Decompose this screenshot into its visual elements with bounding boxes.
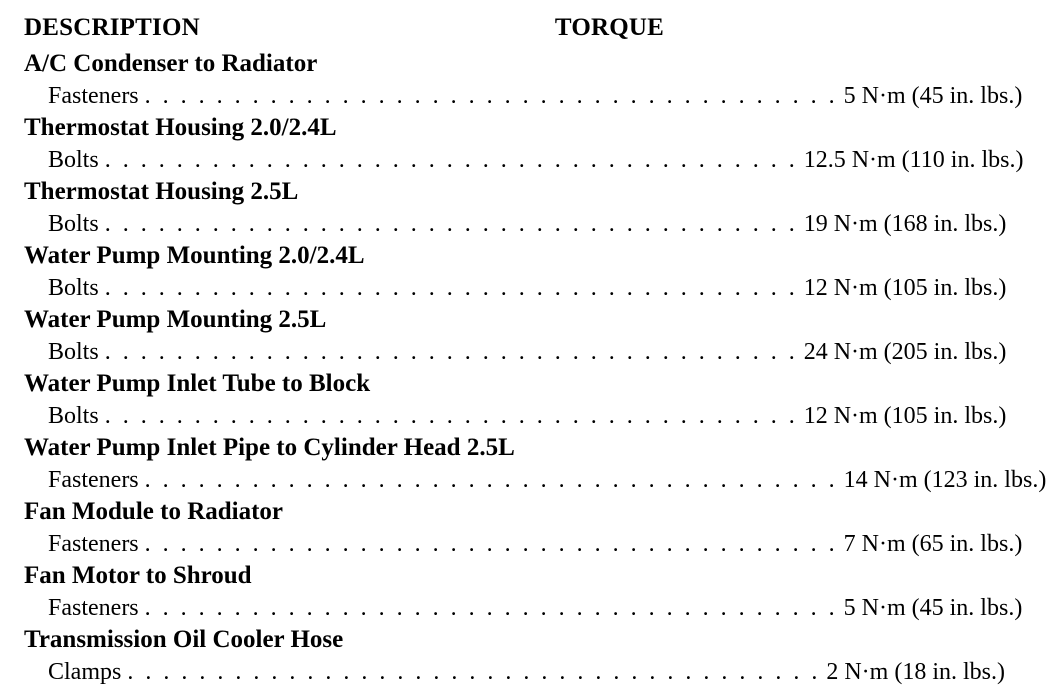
spec-item	[24, 624, 1005, 688]
fastener-type: Bolts	[48, 403, 99, 429]
torque-spec-table	[24, 14, 1046, 688]
component-heading: Water Pump Inlet Pipe to Cylinder Head 2.5L	[24, 434, 515, 461]
component-heading: Water Pump Mounting 2.5L	[24, 306, 327, 333]
spec-item	[24, 304, 1007, 368]
fastener-type: Fasteners	[48, 595, 139, 621]
spec-row	[24, 272, 1007, 304]
spec-item	[24, 432, 1046, 496]
spec-row	[24, 144, 1024, 176]
dot-leader: . . . . . . . . . . . . . . . . . . . . . . . . . . . . . . . . . . . . . . .	[104, 403, 798, 429]
spec-item	[24, 368, 1007, 432]
fastener-type: Fasteners	[48, 83, 139, 109]
component-heading: A/C Condenser to Radiator	[24, 50, 318, 77]
spec-row	[24, 336, 1007, 368]
torque-value: 19 N·m (168 in. lbs.)	[803, 211, 1007, 237]
component-heading: Thermostat Housing 2.5L	[24, 178, 299, 205]
spec-row	[24, 528, 1023, 560]
fastener-type: Bolts	[48, 147, 99, 173]
torque-value: 2 N·m (18 in. lbs.)	[826, 659, 1005, 685]
spec-item	[24, 176, 1007, 240]
spec-row	[24, 400, 1007, 432]
spec-row	[24, 656, 1005, 688]
dot-leader: . . . . . . . . . . . . . . . . . . . . . . . . . . . . . . . . . . . . . . .	[127, 659, 821, 685]
fastener-type: Bolts	[48, 275, 99, 301]
torque-value: 7 N·m (65 in. lbs.)	[843, 531, 1023, 557]
torque-value: 5 N·m (45 in. lbs.)	[843, 595, 1023, 621]
torque-value: 12 N·m (105 in. lbs.)	[803, 403, 1007, 429]
torque-value: 12 N·m (105 in. lbs.)	[803, 275, 1007, 301]
spec-row	[24, 80, 1023, 112]
spec-item	[24, 48, 1023, 112]
spec-item	[24, 240, 1007, 304]
torque-value: 5 N·m (45 in. lbs.)	[843, 83, 1023, 109]
spec-item	[24, 112, 1024, 176]
spec-item	[24, 496, 1023, 560]
dot-leader: . . . . . . . . . . . . . . . . . . . . . . . . . . . . . . . . . . . . . . .	[104, 339, 798, 365]
table-header	[24, 14, 664, 48]
fastener-type: Bolts	[48, 211, 99, 237]
dot-leader: . . . . . . . . . . . . . . . . . . . . . . . . . . . . . . . . . . . . . . .	[104, 211, 798, 237]
dot-leader: . . . . . . . . . . . . . . . . . . . . . . . . . . . . . . . . . . . . . . .	[104, 275, 798, 301]
dot-leader: . . . . . . . . . . . . . . . . . . . . . . . . . . . . . . . . . . . . . . .	[144, 531, 838, 557]
spec-item	[24, 560, 1023, 624]
dot-leader: . . . . . . . . . . . . . . . . . . . . . . . . . . . . . . . . . . . . . . .	[104, 147, 798, 173]
fastener-type: Bolts	[48, 339, 99, 365]
component-heading: Water Pump Mounting 2.0/2.4L	[24, 242, 365, 269]
dot-leader: . . . . . . . . . . . . . . . . . . . . . . . . . . . . . . . . . . . . . . .	[144, 467, 838, 493]
torque-value: 24 N·m (205 in. lbs.)	[803, 339, 1007, 365]
description-column-header: DESCRIPTION	[24, 14, 200, 41]
component-heading: Thermostat Housing 2.0/2.4L	[24, 114, 337, 141]
component-heading: Fan Module to Radiator	[24, 498, 284, 525]
fastener-type: Fasteners	[48, 467, 139, 493]
component-heading: Transmission Oil Cooler Hose	[24, 626, 344, 653]
component-heading: Water Pump Inlet Tube to Block	[24, 370, 371, 397]
fastener-type: Clamps	[48, 659, 122, 685]
torque-value: 14 N·m (123 in. lbs.)	[843, 467, 1046, 493]
torque-column-header: TORQUE	[554, 14, 664, 41]
dot-leader: . . . . . . . . . . . . . . . . . . . . . . . . . . . . . . . . . . . . . . .	[144, 595, 838, 621]
spec-row	[24, 464, 1046, 496]
fastener-type: Fasteners	[48, 531, 139, 557]
torque-value: 12.5 N·m (110 in. lbs.)	[803, 147, 1024, 173]
dot-leader: . . . . . . . . . . . . . . . . . . . . . . . . . . . . . . . . . . . . . . .	[144, 83, 838, 109]
spec-row	[24, 208, 1007, 240]
spec-row	[24, 592, 1023, 624]
component-heading: Fan Motor to Shroud	[24, 562, 252, 589]
